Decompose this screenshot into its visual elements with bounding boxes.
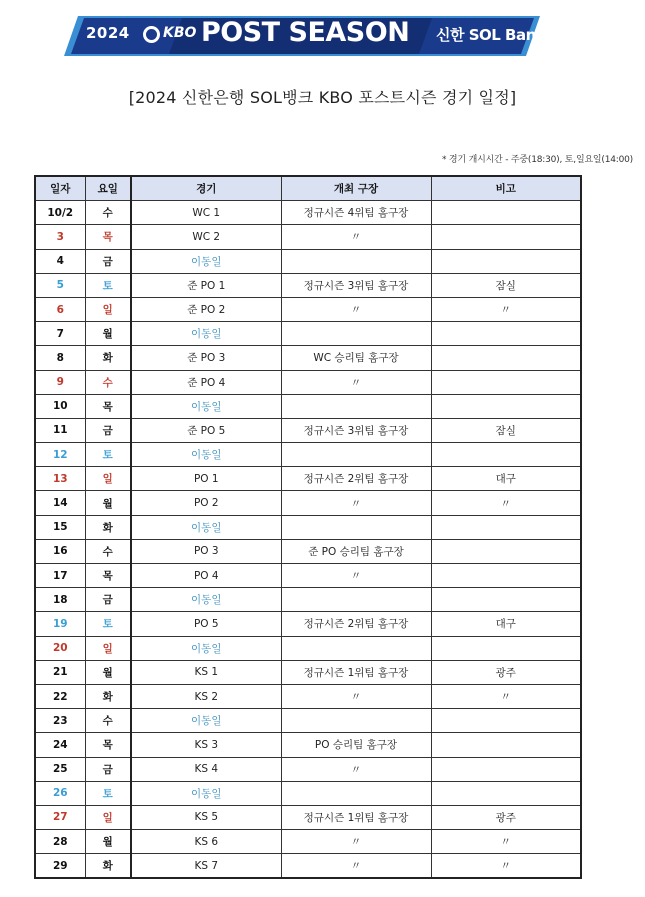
date-cell: 27 xyxy=(35,805,85,829)
venue-cell: 정규시즌 3위팀 홈구장 xyxy=(281,273,431,297)
date-cell: 29 xyxy=(35,854,85,879)
date-cell: 15 xyxy=(35,515,85,539)
post-season-banner xyxy=(64,14,554,58)
note-cell: 광주 xyxy=(431,660,581,684)
venue-cell: 〃 xyxy=(281,757,431,781)
day-cell: 일 xyxy=(85,805,131,829)
venue-cell: 준 PO 승리팀 홈구장 xyxy=(281,539,431,563)
table-row xyxy=(35,225,581,249)
game-cell: 이동일 xyxy=(131,249,281,273)
note-cell xyxy=(431,394,581,418)
day-cell: 토 xyxy=(85,781,131,805)
date-cell: 10 xyxy=(35,394,85,418)
game-cell: 준 PO 2 xyxy=(131,297,281,321)
venue-cell xyxy=(281,781,431,805)
date-cell: 19 xyxy=(35,612,85,636)
game-cell: PO 3 xyxy=(131,539,281,563)
venue-cell xyxy=(281,322,431,346)
note-cell xyxy=(431,757,581,781)
date-cell: 10/2 xyxy=(35,201,85,225)
note-cell: 대구 xyxy=(431,467,581,491)
venue-cell xyxy=(281,515,431,539)
day-cell: 목 xyxy=(85,225,131,249)
schedule-table xyxy=(34,175,582,879)
venue-cell xyxy=(281,249,431,273)
game-cell: PO 4 xyxy=(131,564,281,588)
note-cell: 〃 xyxy=(431,854,581,879)
game-cell: 준 PO 4 xyxy=(131,370,281,394)
game-cell: 이동일 xyxy=(131,322,281,346)
day-cell: 토 xyxy=(85,612,131,636)
date-cell: 18 xyxy=(35,588,85,612)
venue-cell: 〃 xyxy=(281,225,431,249)
day-cell: 금 xyxy=(85,757,131,781)
game-cell: KS 3 xyxy=(131,733,281,757)
date-cell: 23 xyxy=(35,709,85,733)
note-cell xyxy=(431,201,581,225)
table-row xyxy=(35,467,581,491)
sponsor-logo: 신한 SOL Bank xyxy=(436,26,546,44)
venue-cell: 정규시즌 2위팀 홈구장 xyxy=(281,612,431,636)
table-row xyxy=(35,733,581,757)
document-title: [2024 신한은행 SOL뱅크 KBO 포스트시즌 경기 일정] xyxy=(128,88,517,107)
table-row xyxy=(35,539,581,563)
game-cell: KS 6 xyxy=(131,830,281,854)
table-row xyxy=(35,297,581,321)
table-row xyxy=(35,588,581,612)
venue-cell: 〃 xyxy=(281,830,431,854)
table-row xyxy=(35,491,581,515)
note-cell xyxy=(431,636,581,660)
date-cell: 26 xyxy=(35,781,85,805)
day-cell: 화 xyxy=(85,854,131,879)
game-cell: 준 PO 1 xyxy=(131,273,281,297)
venue-cell xyxy=(281,443,431,467)
note-cell xyxy=(431,733,581,757)
table-row xyxy=(35,636,581,660)
day-cell: 일 xyxy=(85,297,131,321)
date-cell: 22 xyxy=(35,684,85,708)
game-cell: KS 4 xyxy=(131,757,281,781)
game-cell: PO 5 xyxy=(131,612,281,636)
game-cell: PO 2 xyxy=(131,491,281,515)
date-cell: 4 xyxy=(35,249,85,273)
note-cell xyxy=(431,539,581,563)
venue-cell xyxy=(281,394,431,418)
venue-cell: 〃 xyxy=(281,297,431,321)
game-cell: 이동일 xyxy=(131,709,281,733)
game-cell: KS 2 xyxy=(131,684,281,708)
banner-title: POST SEASON xyxy=(201,17,410,48)
day-cell: 일 xyxy=(85,636,131,660)
kbo-logo-icon xyxy=(143,26,160,43)
table-row xyxy=(35,322,581,346)
table-row xyxy=(35,781,581,805)
venue-cell: 정규시즌 4위팀 홈구장 xyxy=(281,201,431,225)
game-cell: KS 7 xyxy=(131,854,281,879)
day-cell: 수 xyxy=(85,370,131,394)
day-cell: 목 xyxy=(85,394,131,418)
note-cell: 잠실 xyxy=(431,273,581,297)
day-cell: 화 xyxy=(85,684,131,708)
table-row xyxy=(35,370,581,394)
date-cell: 13 xyxy=(35,467,85,491)
date-cell: 14 xyxy=(35,491,85,515)
venue-cell: PO 승리팀 홈구장 xyxy=(281,733,431,757)
date-cell: 28 xyxy=(35,830,85,854)
note-cell xyxy=(431,443,581,467)
table-row xyxy=(35,854,581,879)
game-cell: 이동일 xyxy=(131,781,281,805)
note-cell: 광주 xyxy=(431,805,581,829)
game-cell: KS 1 xyxy=(131,660,281,684)
venue-cell: 〃 xyxy=(281,491,431,515)
game-cell: 이동일 xyxy=(131,443,281,467)
note-cell xyxy=(431,249,581,273)
game-cell: 이동일 xyxy=(131,515,281,539)
day-cell: 금 xyxy=(85,249,131,273)
date-cell: 6 xyxy=(35,297,85,321)
table-row xyxy=(35,684,581,708)
note-cell xyxy=(431,346,581,370)
column-header-game: 경기 xyxy=(131,176,281,201)
day-cell: 월 xyxy=(85,660,131,684)
banner-league: KBO xyxy=(163,25,197,41)
date-cell: 3 xyxy=(35,225,85,249)
table-row xyxy=(35,443,581,467)
date-cell: 21 xyxy=(35,660,85,684)
date-cell: 5 xyxy=(35,273,85,297)
table-row xyxy=(35,709,581,733)
date-cell: 25 xyxy=(35,757,85,781)
day-cell: 화 xyxy=(85,515,131,539)
table-row xyxy=(35,249,581,273)
game-cell: WC 2 xyxy=(131,225,281,249)
day-cell: 화 xyxy=(85,346,131,370)
table-row xyxy=(35,418,581,442)
day-cell: 토 xyxy=(85,443,131,467)
column-header-day: 요일 xyxy=(85,176,131,201)
day-cell: 월 xyxy=(85,491,131,515)
date-cell: 7 xyxy=(35,322,85,346)
date-cell: 17 xyxy=(35,564,85,588)
note-cell xyxy=(431,709,581,733)
venue-cell: 〃 xyxy=(281,854,431,879)
table-row xyxy=(35,805,581,829)
game-cell: 준 PO 5 xyxy=(131,418,281,442)
venue-cell: 〃 xyxy=(281,370,431,394)
day-cell: 금 xyxy=(85,418,131,442)
venue-cell: 〃 xyxy=(281,564,431,588)
day-cell: 토 xyxy=(85,273,131,297)
game-cell: 이동일 xyxy=(131,394,281,418)
venue-cell: 정규시즌 3위팀 홈구장 xyxy=(281,418,431,442)
note-cell xyxy=(431,564,581,588)
day-cell: 금 xyxy=(85,588,131,612)
date-cell: 24 xyxy=(35,733,85,757)
note-cell: 〃 xyxy=(431,684,581,708)
note-cell xyxy=(431,370,581,394)
game-cell: 준 PO 3 xyxy=(131,346,281,370)
note-cell xyxy=(431,588,581,612)
venue-cell: 정규시즌 1위팀 홈구장 xyxy=(281,660,431,684)
date-cell: 11 xyxy=(35,418,85,442)
venue-cell xyxy=(281,636,431,660)
day-cell: 수 xyxy=(85,201,131,225)
day-cell: 월 xyxy=(85,830,131,854)
note-cell xyxy=(431,781,581,805)
banner-year: 2024 xyxy=(86,24,130,42)
venue-cell: 〃 xyxy=(281,684,431,708)
note-cell: 〃 xyxy=(431,491,581,515)
note-cell: 잠실 xyxy=(431,418,581,442)
date-cell: 16 xyxy=(35,539,85,563)
table-row xyxy=(35,564,581,588)
note-cell xyxy=(431,225,581,249)
column-header-date: 일자 xyxy=(35,176,85,201)
note-cell: 〃 xyxy=(431,297,581,321)
day-cell: 월 xyxy=(85,322,131,346)
table-row xyxy=(35,394,581,418)
table-row xyxy=(35,830,581,854)
table-row xyxy=(35,660,581,684)
start-time-note: * 경기 개시시간 - 주중(18:30), 토,일요일(14:00) xyxy=(441,155,633,165)
column-header-note: 비고 xyxy=(431,176,581,201)
day-cell: 목 xyxy=(85,564,131,588)
note-cell: 〃 xyxy=(431,830,581,854)
day-cell: 일 xyxy=(85,467,131,491)
date-cell: 20 xyxy=(35,636,85,660)
game-cell: KS 5 xyxy=(131,805,281,829)
note-cell xyxy=(431,515,581,539)
venue-cell: 정규시즌 1위팀 홈구장 xyxy=(281,805,431,829)
table-row xyxy=(35,201,581,225)
table-row xyxy=(35,273,581,297)
column-header-venue: 개최 구장 xyxy=(281,176,431,201)
date-cell: 8 xyxy=(35,346,85,370)
venue-cell: WC 승리팀 홈구장 xyxy=(281,346,431,370)
day-cell: 수 xyxy=(85,539,131,563)
game-cell: 이동일 xyxy=(131,636,281,660)
schedule-body xyxy=(35,201,581,879)
venue-cell: 정규시즌 2위팀 홈구장 xyxy=(281,467,431,491)
game-cell: PO 1 xyxy=(131,467,281,491)
table-row xyxy=(35,346,581,370)
date-cell: 9 xyxy=(35,370,85,394)
table-row xyxy=(35,515,581,539)
day-cell: 목 xyxy=(85,733,131,757)
table-row xyxy=(35,612,581,636)
note-cell: 대구 xyxy=(431,612,581,636)
table-row xyxy=(35,757,581,781)
date-cell: 12 xyxy=(35,443,85,467)
table-header-row xyxy=(35,176,581,201)
game-cell: WC 1 xyxy=(131,201,281,225)
day-cell: 수 xyxy=(85,709,131,733)
game-cell: 이동일 xyxy=(131,588,281,612)
venue-cell xyxy=(281,588,431,612)
note-cell xyxy=(431,322,581,346)
venue-cell xyxy=(281,709,431,733)
